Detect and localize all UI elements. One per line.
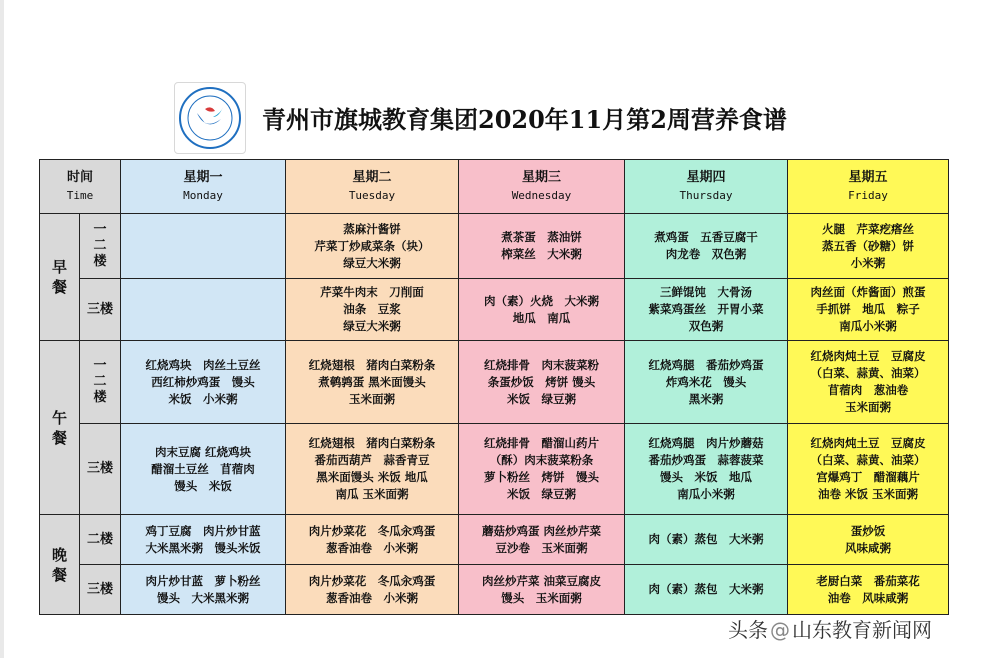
dish-line: 紫菜鸡蛋丝 开胃小菜	[648, 302, 764, 316]
watermark-separator: @	[770, 618, 790, 642]
menu-cell	[286, 341, 459, 424]
meal-char: 午	[51, 408, 67, 427]
dish-line: 手抓饼 地瓜 粽子	[816, 302, 920, 316]
dish-line: 番茄西葫芦 蒜香青豆	[314, 453, 430, 467]
dish-line: 肉片炒菜花 冬瓜汆鸡蛋	[308, 523, 436, 538]
breakfast-floor3-row	[40, 279, 949, 341]
dish-line: 苜蓿肉 葱油卷	[827, 383, 909, 397]
menu-cell	[625, 424, 788, 515]
dish-line: 红烧肉炖土豆 豆腐皮	[810, 349, 926, 363]
menu-cell	[121, 565, 286, 615]
menu-cell	[459, 279, 625, 341]
day-label-en: Friday	[848, 188, 888, 202]
weekly-menu-table	[39, 159, 949, 615]
menu-cell	[459, 515, 625, 565]
meal-label-dinner	[40, 515, 80, 615]
dish-line: 肉末豆腐 红烧鸡块	[154, 444, 251, 459]
dish-line: 南瓜小米粥	[677, 487, 735, 501]
dish-line: （白菜、蒜黄、油菜）	[810, 366, 926, 380]
logo-emblem-icon	[175, 83, 245, 153]
menu-cell	[788, 341, 949, 424]
dish-line: 油卷 风味咸粥	[827, 590, 909, 605]
dish-line: 红烧翅根 猪肉白菜粉条	[308, 436, 436, 450]
window-edge	[0, 0, 4, 658]
dish-line: 肉（素）蒸包 大米粥	[648, 532, 764, 546]
dish-line: 煮茶蛋 蒸油饼	[501, 230, 582, 244]
watermark	[728, 614, 932, 643]
floor-label-3: 三楼	[80, 424, 121, 515]
dish-line: 红烧排骨 醋溜山药片	[484, 436, 599, 450]
dish-line: 煮鸡蛋 五香豆腐干	[654, 230, 758, 244]
day-header-tuesday	[286, 160, 459, 214]
floor-label-3: 三楼	[80, 565, 121, 615]
dish-line: 红烧鸡块 肉丝土豆丝	[145, 357, 261, 372]
dish-line: 醋溜土豆丝 苜蓿肉	[151, 461, 255, 476]
dish-line: 煮鹌鹑蛋 黑米面馒头	[318, 374, 426, 389]
meal-char: 餐	[51, 565, 67, 584]
lunch-floor12-row	[40, 341, 949, 424]
floor-char: 一	[93, 358, 107, 373]
dish-line: 红烧排骨 肉末菠菜粉	[484, 357, 599, 372]
dish-line: 豆沙卷 玉米面粥	[495, 540, 588, 555]
floor-char: 二	[93, 238, 107, 253]
meal-label-lunch	[40, 341, 80, 515]
dish-line: 黑米粥	[688, 391, 724, 406]
dish-line: 肉（素）蒸包 大米粥	[648, 582, 764, 596]
dish-line: 三鲜馄饨 大骨汤	[660, 285, 752, 299]
dish-line: 双色粥	[688, 319, 724, 333]
dish-line: 地瓜 南瓜	[512, 310, 571, 325]
dish-line: 蘑菇炒鸡蛋 肉丝炒芹菜	[481, 523, 601, 538]
dish-line: 黑米面馒头 米饭 地瓜	[316, 470, 428, 484]
dish-line: 红烧鸡腿 番茄炒鸡蛋	[648, 357, 764, 372]
school-logo	[174, 82, 246, 154]
meal-char: 早	[51, 258, 67, 276]
menu-cell	[121, 279, 286, 341]
menu-cell	[459, 341, 625, 424]
menu-cell	[286, 515, 459, 565]
floor-label-12: 二楼	[80, 515, 121, 565]
dish-line: 红烧肉炖土豆 豆腐皮	[810, 436, 926, 450]
dish-line: 米饭 绿豆粥	[507, 487, 576, 501]
dish-line: 宫爆鸡丁 醋溜藕片	[816, 470, 920, 484]
day-label: 星期三	[521, 169, 561, 185]
dish-line: 榨菜丝 大米粥	[501, 247, 582, 261]
dish-line: 蒸麻汁酱饼	[343, 221, 401, 236]
watermark-author: 山东教育新闻网	[792, 618, 932, 642]
menu-cell	[788, 565, 949, 615]
time-label-en: Time	[66, 188, 94, 202]
menu-cell	[625, 515, 788, 565]
day-header-friday	[788, 160, 949, 214]
menu-cell	[286, 214, 459, 279]
dish-line: 条蛋炒饭 烤饼 馒头	[487, 374, 596, 389]
menu-cell	[788, 515, 949, 565]
menu-cell	[286, 424, 459, 515]
dish-line: 红烧翅根 猪肉白菜粉条	[308, 357, 436, 372]
dish-line: 油条 豆浆	[343, 302, 401, 316]
day-label: 星期一	[183, 169, 223, 185]
menu-cell	[625, 341, 788, 424]
dish-line: 老厨白菜 番茄菜花	[816, 573, 920, 588]
watermark-brand: 头条	[728, 618, 768, 642]
dish-line: 葱香油卷 小米粥	[326, 540, 418, 555]
dish-line: 火腿 芹菜疙瘩丝	[822, 221, 914, 236]
menu-cell	[788, 424, 949, 515]
menu-cell	[286, 565, 459, 615]
day-header-wednesday	[459, 160, 625, 214]
floor-char: 楼	[93, 390, 107, 405]
day-header-monday	[121, 160, 286, 214]
menu-cell	[788, 279, 949, 341]
meal-label-breakfast	[40, 214, 80, 341]
menu-cell	[459, 214, 625, 279]
floor-char: 一	[93, 222, 107, 237]
dish-line: 绿豆大米粥	[343, 255, 401, 270]
menu-cell	[121, 424, 286, 515]
dish-line: 风味咸粥	[845, 540, 891, 555]
menu-cell	[459, 565, 625, 615]
breakfast-floor12-row	[40, 214, 949, 279]
dish-line: 番茄炒鸡蛋 蒜蓉菠菜	[648, 453, 764, 467]
dish-line: 萝卜粉丝 烤饼 馒头	[484, 470, 599, 484]
floor-char: 二	[93, 374, 107, 389]
menu-cell	[625, 279, 788, 341]
lunch-floor3-row	[40, 424, 949, 515]
dish-line: 米饭 小米粥	[168, 391, 238, 406]
day-label: 星期五	[848, 169, 888, 185]
day-label-en: Thursday	[679, 188, 733, 202]
meal-char: 餐	[51, 428, 67, 447]
dish-line: 芹菜丁炒咸菜条（块）	[314, 238, 430, 253]
menu-cell	[121, 515, 286, 565]
dish-line: 肉片炒甘蓝 萝卜粉丝	[145, 573, 261, 588]
dinner-floor3-row	[40, 565, 949, 615]
dish-line: 南瓜小米粥	[839, 319, 897, 333]
floor-label-12	[80, 341, 121, 424]
dinner-floor12-row	[40, 515, 949, 565]
day-label: 星期四	[686, 169, 726, 185]
dish-line: 南瓜 玉米面粥	[335, 487, 409, 501]
dish-line: 馒头 玉米面粥	[501, 590, 582, 605]
dish-line: 葱香油卷 小米粥	[326, 590, 418, 605]
dish-line: 肉（素）火烧 大米粥	[484, 293, 599, 308]
dish-line: 红烧鸡腿 肉片炒蘑菇	[648, 436, 764, 450]
dish-line: 肉片炒菜花 冬瓜汆鸡蛋	[308, 573, 436, 588]
dish-line: 蒸五香（砂糖）饼	[822, 238, 914, 253]
menu-cell	[788, 214, 949, 279]
menu-cell	[459, 424, 625, 515]
dish-line: 馒头 大米黑米粥	[157, 590, 249, 605]
day-label-en: Wednesday	[511, 188, 572, 202]
menu-cell	[286, 279, 459, 341]
meal-char: 餐	[51, 278, 67, 296]
dish-line: 肉丝炒芹菜 油菜豆腐皮	[481, 573, 601, 588]
day-header-thursday	[625, 160, 788, 214]
dish-line: 鸡丁豆腐 肉片炒甘蓝	[145, 523, 261, 538]
dish-line: 肉丝面（炸酱面）煎蛋	[810, 285, 926, 299]
menu-cell	[625, 565, 788, 615]
dish-line: 馒头 米饭	[174, 478, 232, 493]
dish-line: （酥）肉末菠菜粉条	[489, 453, 594, 467]
dish-line: 油卷 米饭 玉米面粥	[817, 487, 918, 501]
dish-line: 小米粥	[850, 255, 886, 270]
floor-label-12	[80, 214, 121, 279]
dish-line: 西红柿炒鸡蛋 馒头	[151, 374, 255, 389]
meal-char: 晚	[51, 545, 67, 564]
dish-line: 蛋炒饭	[850, 523, 886, 538]
dish-line: 大米黑米粥 馒头米饭	[145, 540, 261, 555]
day-label-en: Monday	[183, 188, 223, 202]
dish-line: 肉龙卷 双色粥	[665, 247, 747, 261]
dish-line: 玉米面粥	[349, 391, 395, 406]
page-title: 青州市旗城教育集团2020年11月第2周营养食谱	[262, 105, 787, 134]
dish-line: 炸鸡米花 馒头	[665, 374, 747, 389]
dish-line: （白菜、蒜黄、油菜）	[810, 453, 926, 467]
dish-line: 米饭 绿豆粥	[507, 391, 576, 406]
dish-line: 玉米面粥	[845, 400, 891, 414]
dish-line: 芹菜牛肉末 刀削面	[320, 285, 424, 299]
dish-line: 绿豆大米粥	[343, 319, 401, 333]
floor-char: 楼	[93, 254, 107, 269]
time-header	[40, 160, 121, 214]
day-label-en: Tuesday	[348, 188, 396, 202]
menu-cell	[625, 214, 788, 279]
menu-cell	[121, 341, 286, 424]
floor-label-3: 三楼	[80, 279, 121, 341]
header-row	[40, 160, 949, 214]
dish-line: 馒头 米饭 地瓜	[660, 470, 752, 484]
menu-cell	[121, 214, 286, 279]
time-label: 时间	[66, 169, 93, 185]
day-label: 星期二	[352, 169, 392, 185]
